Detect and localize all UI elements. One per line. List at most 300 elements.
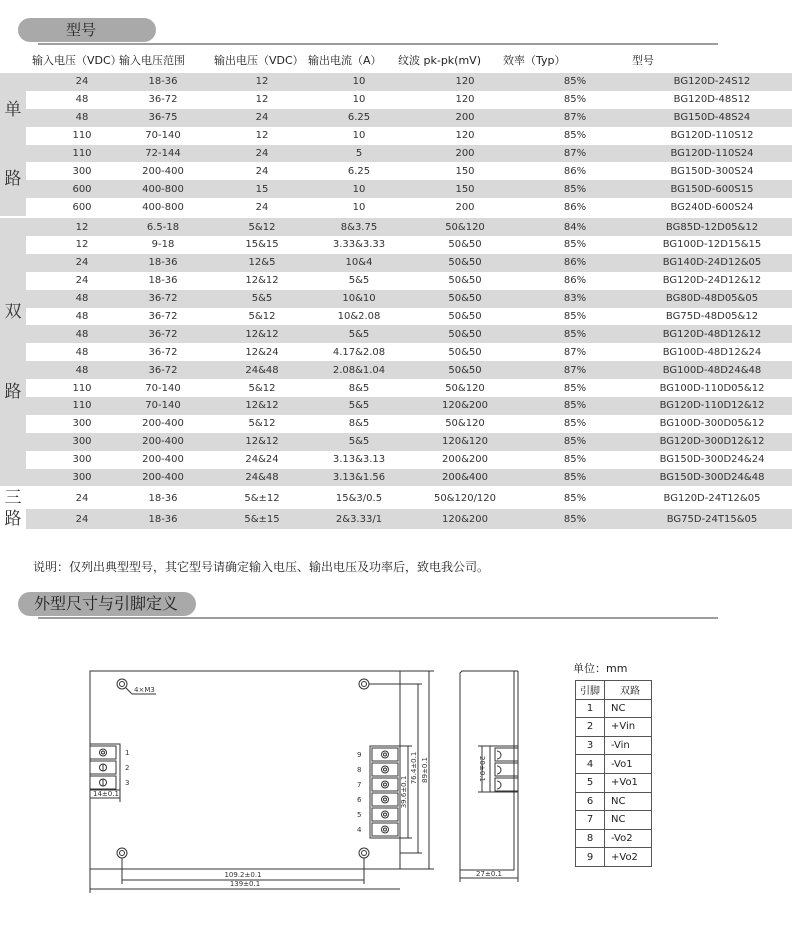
cell-efficiency: 85% <box>518 73 632 91</box>
col-header-output-voltage: 输出电压（VDC） <box>214 54 304 67</box>
cell-ripple: 50&120/120 <box>412 487 518 508</box>
pin-function: +Vo2 <box>605 848 652 867</box>
table-row <box>0 290 792 308</box>
pin-number: 1 <box>576 699 605 718</box>
dim-terminal-span: 39.6±0.1 <box>400 775 408 809</box>
cell-ripple: 50&50 <box>412 343 518 361</box>
cell-model: BG150D-300S24 <box>632 162 792 180</box>
cell-efficiency: 85% <box>518 509 632 529</box>
cell-ripple: 50&120 <box>412 379 518 397</box>
cell-input-voltage: 24 <box>56 272 108 290</box>
pin-function: +Vo1 <box>605 773 652 792</box>
cell-ripple: 200 <box>412 198 518 217</box>
cell-input-voltage: 12 <box>56 217 108 236</box>
row-spacer <box>26 290 56 308</box>
section-title: 外型尺寸与引脚定义 <box>34 594 179 613</box>
cell-model: BG100D-48D12&24 <box>632 343 792 361</box>
cell-efficiency: 87% <box>518 343 632 361</box>
cell-ripple: 50&120 <box>412 217 518 236</box>
cell-output-voltage: 24 <box>218 162 306 180</box>
pin-number: 7 <box>576 811 605 830</box>
section-title: 型号 <box>66 21 97 39</box>
cell-efficiency: 85% <box>518 325 632 343</box>
pin-table <box>575 680 652 867</box>
cell-input-range: 200-400 <box>108 433 218 451</box>
table-row <box>0 308 792 326</box>
mounting-hole-icon <box>359 848 369 858</box>
cell-model: BG150D-300D24&48 <box>632 469 792 488</box>
pin-function: +Vin <box>605 718 652 737</box>
dimension-drawing <box>0 620 560 910</box>
cell-efficiency: 85% <box>518 469 632 488</box>
group-label-char: 路 <box>4 382 22 403</box>
cell-input-range: 400-800 <box>108 180 218 198</box>
cell-output-current: 3.33&3.33 <box>306 236 412 254</box>
cell-model: BG120D-110D12&12 <box>632 397 792 415</box>
cell-input-range: 200-400 <box>108 451 218 469</box>
cell-ripple: 200 <box>412 145 518 163</box>
cell-ripple: 50&50 <box>412 325 518 343</box>
cell-efficiency: 87% <box>518 109 632 127</box>
pin-label: 2 <box>125 764 130 772</box>
cell-model: BG120D-24T12&05 <box>632 487 792 508</box>
cell-input-range: 36-72 <box>108 91 218 109</box>
cell-output-voltage: 24 <box>218 145 306 163</box>
pin-number: 9 <box>576 848 605 867</box>
group-label <box>0 217 26 487</box>
row-spacer <box>26 415 56 433</box>
pin-row <box>576 811 652 830</box>
cell-input-range: 6.5-18 <box>108 217 218 236</box>
cell-model: BG100D-300D05&12 <box>632 415 792 433</box>
cell-input-range: 400-800 <box>108 198 218 217</box>
cell-efficiency: 85% <box>518 415 632 433</box>
row-spacer <box>26 325 56 343</box>
pin-function: NC <box>605 699 652 718</box>
cell-output-current: 5&5 <box>306 272 412 290</box>
pin-number: 4 <box>576 755 605 774</box>
cell-model: BG120D-24D12&12 <box>632 272 792 290</box>
pin-row <box>576 718 652 737</box>
input-terminal-block <box>90 744 120 790</box>
row-spacer <box>26 469 56 488</box>
cell-ripple: 120&200 <box>412 397 518 415</box>
cell-efficiency: 84% <box>518 217 632 236</box>
cell-output-current: 10 <box>306 127 412 145</box>
cell-input-range: 18-36 <box>108 487 218 508</box>
table-row <box>0 73 792 91</box>
cell-ripple: 120&200 <box>412 509 518 529</box>
cell-input-voltage: 300 <box>56 469 108 488</box>
pin-label: 8 <box>357 766 362 774</box>
cell-model: BG120D-48S12 <box>632 91 792 109</box>
table-row <box>0 109 792 127</box>
pin-number: 6 <box>576 792 605 811</box>
group-label-char: 单 <box>4 100 22 121</box>
pin-function: NC <box>605 792 652 811</box>
cell-output-current: 3.13&3.13 <box>306 451 412 469</box>
cell-efficiency: 86% <box>518 254 632 272</box>
dim-width: 89±0.1 <box>421 757 429 783</box>
table-row <box>0 145 792 163</box>
cell-ripple: 150 <box>412 162 518 180</box>
pin-function: NC <box>605 811 652 830</box>
row-spacer <box>26 343 56 361</box>
pin-function: -Vo2 <box>605 829 652 848</box>
cell-output-current: 8&5 <box>306 415 412 433</box>
table-header <box>0 52 720 70</box>
cell-output-current: 2&3.33/1 <box>306 509 412 529</box>
cell-model: BG150D-300D24&24 <box>632 451 792 469</box>
cell-output-current: 5&5 <box>306 325 412 343</box>
cell-input-voltage: 24 <box>56 254 108 272</box>
cell-ripple: 50&50 <box>412 308 518 326</box>
cell-input-voltage: 110 <box>56 379 108 397</box>
cell-output-voltage: 12&12 <box>218 397 306 415</box>
cell-input-range: 70-140 <box>108 127 218 145</box>
row-spacer <box>26 397 56 415</box>
cell-output-voltage: 15 <box>218 180 306 198</box>
cell-output-voltage: 5&5 <box>218 290 306 308</box>
cell-output-voltage: 24 <box>218 198 306 217</box>
cell-output-voltage: 5&12 <box>218 379 306 397</box>
cell-efficiency: 87% <box>518 145 632 163</box>
cell-output-voltage: 24 <box>218 109 306 127</box>
cell-efficiency: 85% <box>518 397 632 415</box>
cell-model: BG120D-24S12 <box>632 73 792 91</box>
table-row <box>0 254 792 272</box>
group-label-char: 双 <box>4 302 22 322</box>
cell-input-range: 36-72 <box>108 343 218 361</box>
cell-model: BG75D-24T15&05 <box>632 509 792 529</box>
cell-input-range: 9-18 <box>108 236 218 254</box>
row-spacer <box>26 509 56 529</box>
cell-input-voltage: 48 <box>56 343 108 361</box>
table-row <box>0 325 792 343</box>
pin-number: 2 <box>576 718 605 737</box>
cell-model: BG150D-48S24 <box>632 109 792 127</box>
cell-input-range: 36-75 <box>108 109 218 127</box>
table-row <box>0 469 792 488</box>
cell-ripple: 200&200 <box>412 451 518 469</box>
cell-model: BG120D-48D12&12 <box>632 325 792 343</box>
cell-input-range: 36-72 <box>108 308 218 326</box>
pin-label: 7 <box>357 781 362 789</box>
cell-output-current: 10 <box>306 91 412 109</box>
col-header-model: 型号 <box>632 54 654 67</box>
cell-output-current: 5&5 <box>306 433 412 451</box>
col-header-output-current: 输出电流（A） <box>308 54 382 67</box>
cell-efficiency: 86% <box>518 162 632 180</box>
cell-output-voltage: 12&12 <box>218 325 306 343</box>
cell-efficiency: 85% <box>518 487 632 508</box>
cell-input-voltage: 600 <box>56 180 108 198</box>
cell-input-voltage: 110 <box>56 397 108 415</box>
cell-model: BG120D-110S12 <box>632 127 792 145</box>
cell-input-voltage: 24 <box>56 73 108 91</box>
cell-model: BG140D-24D12&05 <box>632 254 792 272</box>
cell-efficiency: 86% <box>518 198 632 217</box>
pin-function: -Vo1 <box>605 755 652 774</box>
cell-output-current: 10&10 <box>306 290 412 308</box>
mounting-hole-icon <box>117 679 127 689</box>
cell-efficiency: 83% <box>518 290 632 308</box>
row-spacer <box>26 433 56 451</box>
cell-output-voltage: 24&48 <box>218 361 306 379</box>
row-spacer <box>26 272 56 290</box>
cell-efficiency: 85% <box>518 451 632 469</box>
pin-header-function: 双路 <box>605 681 652 700</box>
row-spacer <box>26 236 56 254</box>
cell-output-current: 8&3.75 <box>306 217 412 236</box>
cell-output-current: 10&4 <box>306 254 412 272</box>
cell-input-voltage: 300 <box>56 451 108 469</box>
row-spacer <box>26 162 56 180</box>
row-spacer <box>26 379 56 397</box>
section-header-model <box>18 18 718 44</box>
dim-length: 139±0.1 <box>229 880 261 888</box>
table-row <box>0 127 792 145</box>
cell-model: BG75D-48D05&12 <box>632 308 792 326</box>
cell-output-voltage: 24&48 <box>218 469 306 488</box>
cell-output-current: 5&5 <box>306 397 412 415</box>
pin-row <box>576 829 652 848</box>
cell-input-range: 200-400 <box>108 469 218 488</box>
cell-input-voltage: 48 <box>56 109 108 127</box>
cell-output-voltage: 5&±12 <box>218 487 306 508</box>
row-spacer <box>26 180 56 198</box>
cell-input-voltage: 24 <box>56 509 108 529</box>
pin-row <box>576 848 652 867</box>
cell-input-voltage: 48 <box>56 361 108 379</box>
cell-output-voltage: 5&12 <box>218 217 306 236</box>
cell-output-current: 8&5 <box>306 379 412 397</box>
section-divider <box>38 617 718 619</box>
cell-ripple: 120 <box>412 73 518 91</box>
col-header-efficiency: 效率（Typ） <box>503 54 566 67</box>
table-row <box>0 343 792 361</box>
row-spacer <box>26 109 56 127</box>
group-label-char: 路 <box>4 168 22 189</box>
cell-efficiency: 86% <box>518 272 632 290</box>
cell-input-range: 36-72 <box>108 290 218 308</box>
table-row <box>0 162 792 180</box>
cell-efficiency: 87% <box>518 361 632 379</box>
row-spacer <box>26 127 56 145</box>
cell-output-current: 10&2.08 <box>306 308 412 326</box>
cell-input-voltage: 110 <box>56 127 108 145</box>
cell-model: BG100D-48D24&48 <box>632 361 792 379</box>
row-spacer <box>26 73 56 91</box>
pin-label: 4 <box>357 826 362 834</box>
pin-number: 8 <box>576 829 605 848</box>
cell-ripple: 120 <box>412 91 518 109</box>
cell-output-voltage: 15&15 <box>218 236 306 254</box>
pin-row <box>576 699 652 718</box>
cell-input-range: 36-72 <box>108 325 218 343</box>
cell-model: BG240D-600S24 <box>632 198 792 217</box>
cell-ripple: 200 <box>412 109 518 127</box>
cell-efficiency: 85% <box>518 236 632 254</box>
table-row <box>0 272 792 290</box>
cell-ripple: 120 <box>412 127 518 145</box>
pin-label: 9 <box>357 751 362 759</box>
cell-output-voltage: 5&±15 <box>218 509 306 529</box>
cell-output-voltage: 12&12 <box>218 433 306 451</box>
cell-output-voltage: 24&24 <box>218 451 306 469</box>
cell-model: BG120D-110S24 <box>632 145 792 163</box>
unit-label: 单位：mm <box>573 662 628 675</box>
cell-efficiency: 85% <box>518 91 632 109</box>
cell-output-voltage: 5&12 <box>218 308 306 326</box>
pin-label: 3 <box>125 779 130 787</box>
cell-efficiency: 85% <box>518 433 632 451</box>
cell-input-voltage: 300 <box>56 415 108 433</box>
cell-output-current: 15&3/0.5 <box>306 487 412 508</box>
pin-row <box>576 773 652 792</box>
pin-row <box>576 792 652 811</box>
cell-output-voltage: 12 <box>218 127 306 145</box>
cell-input-voltage: 48 <box>56 325 108 343</box>
dim-side-terminal: 20±0.1 <box>478 756 486 782</box>
cell-model: BG120D-300D12&12 <box>632 433 792 451</box>
section-header-dimensions <box>18 592 718 618</box>
pin-row <box>576 755 652 774</box>
table-row <box>0 379 792 397</box>
hole-label: 4×M3 <box>134 686 155 694</box>
cell-output-voltage: 12 <box>218 73 306 91</box>
cell-input-range: 200-400 <box>108 162 218 180</box>
pin-header-pin: 引脚 <box>576 681 605 700</box>
cell-input-range: 18-36 <box>108 509 218 529</box>
cell-output-current: 5 <box>306 145 412 163</box>
cell-model: BG80D-48D05&05 <box>632 290 792 308</box>
output-terminal-block <box>370 746 400 838</box>
table-row <box>0 451 792 469</box>
cell-efficiency: 85% <box>518 379 632 397</box>
cell-ripple: 120&120 <box>412 433 518 451</box>
cell-output-voltage: 12&24 <box>218 343 306 361</box>
cell-ripple: 50&50 <box>412 272 518 290</box>
pin-number: 3 <box>576 736 605 755</box>
cell-efficiency: 85% <box>518 180 632 198</box>
cell-output-voltage: 12 <box>218 91 306 109</box>
dim-hole-spacing-v: 76.4±0.1 <box>410 751 418 785</box>
cell-output-current: 10 <box>306 73 412 91</box>
cell-efficiency: 85% <box>518 127 632 145</box>
pin-label: 6 <box>357 796 362 804</box>
cell-input-voltage: 48 <box>56 308 108 326</box>
cell-input-voltage: 300 <box>56 162 108 180</box>
cell-input-voltage: 48 <box>56 91 108 109</box>
cell-output-current: 10 <box>306 180 412 198</box>
table-row <box>0 415 792 433</box>
group-label-char: 路 <box>4 508 22 529</box>
cell-input-range: 70-140 <box>108 379 218 397</box>
cell-input-voltage: 24 <box>56 487 108 508</box>
cell-input-range: 36-72 <box>108 361 218 379</box>
group-label-char: 三 <box>4 488 22 509</box>
cell-ripple: 200&400 <box>412 469 518 488</box>
mounting-hole-icon <box>117 848 127 858</box>
cell-output-current: 6.25 <box>306 162 412 180</box>
row-spacer <box>26 145 56 163</box>
dim-hole-spacing-h: 109.2±0.1 <box>224 871 262 879</box>
module-outline <box>90 671 400 869</box>
cell-input-voltage: 48 <box>56 290 108 308</box>
section-divider <box>38 43 718 45</box>
cell-input-range: 70-140 <box>108 397 218 415</box>
row-spacer <box>26 451 56 469</box>
table-row <box>0 397 792 415</box>
col-header-ripple: 纹波 pk-pk(mV) <box>398 54 481 67</box>
cell-ripple: 50&120 <box>412 415 518 433</box>
cell-output-current: 4.17&2.08 <box>306 343 412 361</box>
note-text: 说明：仅列出典型型号，其它型号请确定输入电压、输出电压及功率后，致电我公司。 <box>33 560 490 574</box>
mounting-hole-icon <box>359 679 369 689</box>
cell-input-voltage: 600 <box>56 198 108 217</box>
pin-number: 5 <box>576 773 605 792</box>
cell-output-current: 2.08&1.04 <box>306 361 412 379</box>
pin-row <box>576 736 652 755</box>
pin-label: 1 <box>125 749 130 757</box>
cell-output-voltage: 12&12 <box>218 272 306 290</box>
dim-terminal-width: 14±0.1 <box>93 790 119 798</box>
cell-model: BG100D-110D05&12 <box>632 379 792 397</box>
cell-output-current: 6.25 <box>306 109 412 127</box>
row-spacer <box>26 91 56 109</box>
section-pill <box>18 18 156 42</box>
cell-ripple: 50&50 <box>412 236 518 254</box>
spec-table <box>0 73 792 529</box>
cell-input-range: 72-144 <box>108 145 218 163</box>
row-spacer <box>26 308 56 326</box>
pin-label: 5 <box>357 811 362 819</box>
cell-ripple: 50&50 <box>412 254 518 272</box>
section-pill <box>18 592 196 616</box>
cell-model: BG100D-12D15&15 <box>632 236 792 254</box>
table-row <box>0 180 792 198</box>
cell-input-range: 18-36 <box>108 254 218 272</box>
table-row <box>0 236 792 254</box>
row-spacer <box>26 487 56 508</box>
row-spacer <box>26 198 56 217</box>
table-row <box>0 91 792 109</box>
dim-height: 27±0.1 <box>476 870 502 878</box>
table-row <box>0 433 792 451</box>
col-header-input-range: 输入电压范围 <box>119 54 185 67</box>
table-row <box>0 361 792 379</box>
row-spacer <box>26 254 56 272</box>
group-label <box>0 487 26 529</box>
table-row <box>0 509 792 529</box>
cell-output-voltage: 12&5 <box>218 254 306 272</box>
cell-output-current: 3.13&1.56 <box>306 469 412 488</box>
pin-function: -Vin <box>605 736 652 755</box>
cell-model: BG150D-600S15 <box>632 180 792 198</box>
cell-input-voltage: 12 <box>56 236 108 254</box>
cell-input-range: 18-36 <box>108 272 218 290</box>
side-view <box>460 671 518 870</box>
group-label <box>0 73 26 217</box>
table-row <box>0 217 792 236</box>
row-spacer <box>26 361 56 379</box>
table-row <box>0 198 792 217</box>
cell-input-range: 200-400 <box>108 415 218 433</box>
cell-ripple: 50&50 <box>412 290 518 308</box>
table-row <box>0 487 792 508</box>
cell-input-voltage: 300 <box>56 433 108 451</box>
